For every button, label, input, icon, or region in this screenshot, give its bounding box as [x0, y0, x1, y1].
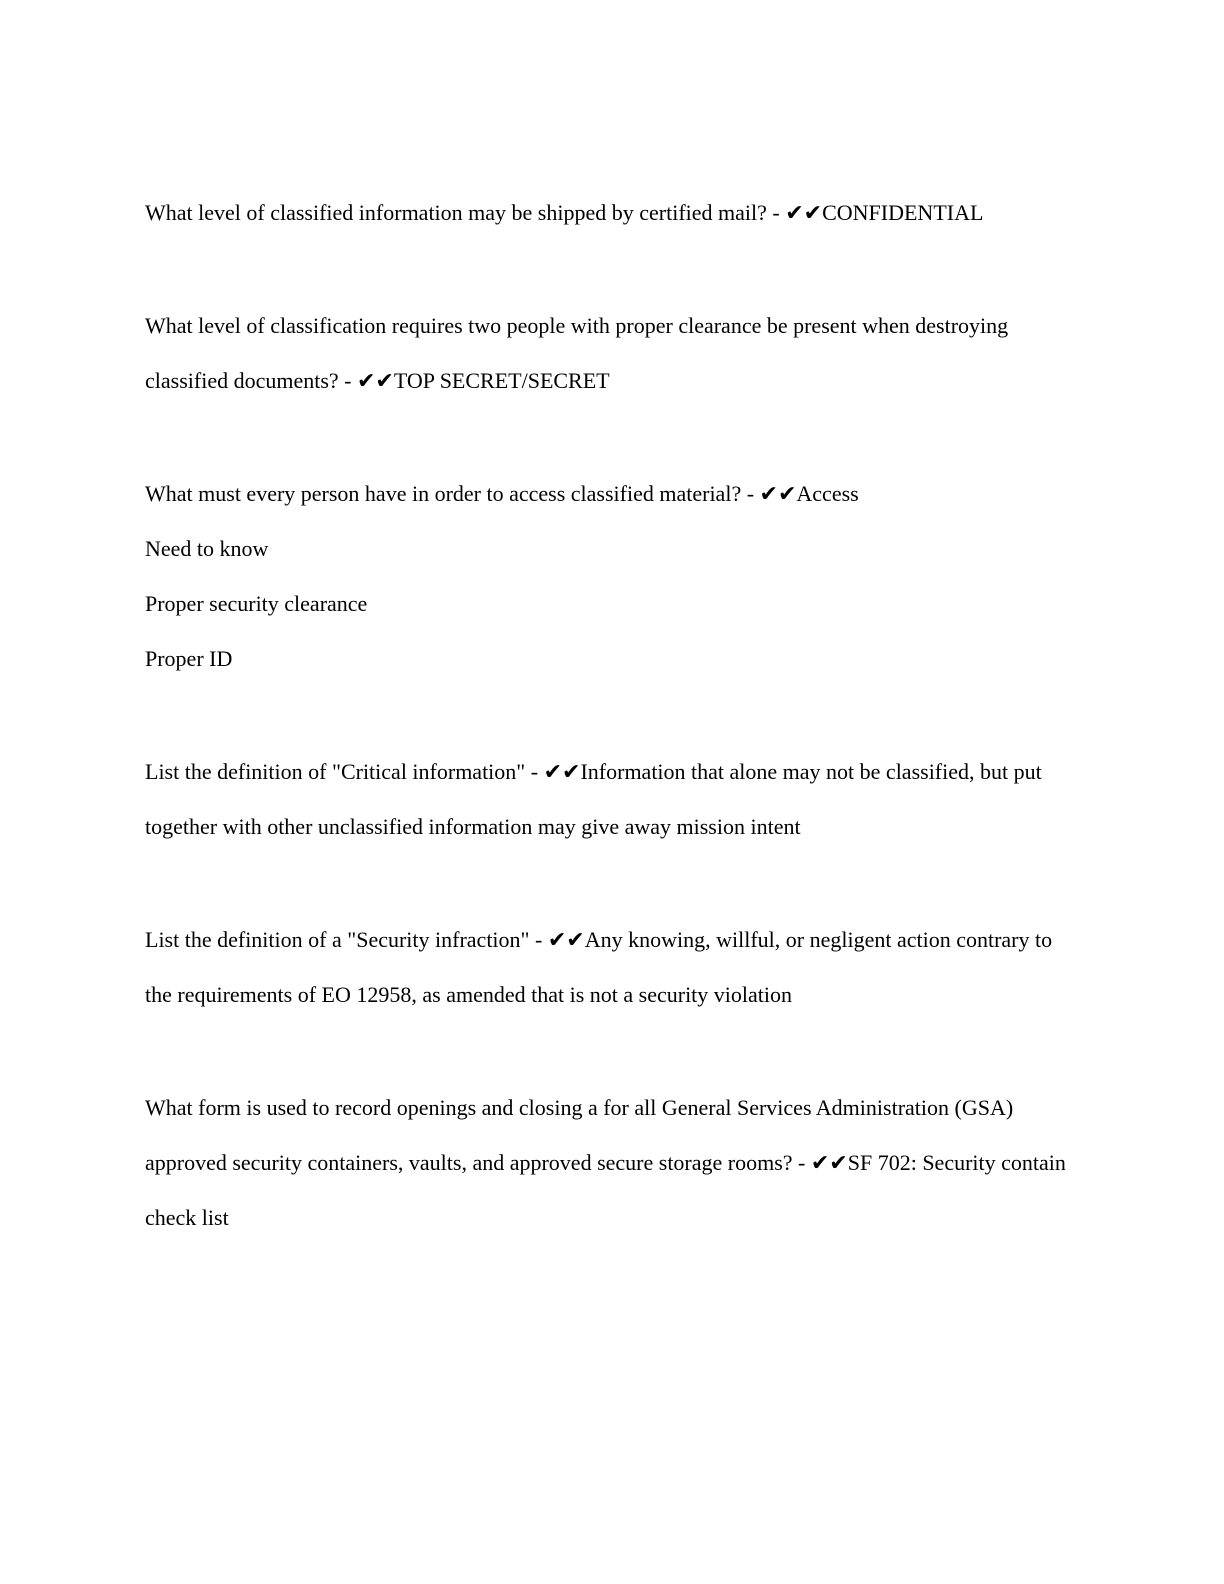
- qa-line: Proper ID: [145, 646, 233, 671]
- qa-block-two-people-destroy: [145, 298, 1080, 408]
- qa-line: List the definition of a "Security infraction" - ✔✔Any knowing, willful, or negligent action contrary to the requirements of EO 12958, as amended that is not a security violation: [145, 927, 1058, 1007]
- qa-line: Need to know: [145, 536, 269, 561]
- qa-block-sf702-form: [145, 1080, 1080, 1245]
- qa-line: List the definition of "Critical information" - ✔✔Information that alone may not be classified, but put together with other unclassified information may give away mission intent: [145, 759, 1048, 839]
- qa-line: What level of classified information may be shipped by certified mail? - ✔✔CONFIDENTIAL: [145, 200, 984, 225]
- qa-block-access-requirements: [145, 466, 1080, 686]
- qa-block-security-infraction: [145, 912, 1080, 1022]
- qa-line: What level of classification requires two people with proper clearance be present when destroying classified documents? - ✔✔TOP SECRET/SECRET: [145, 313, 1014, 393]
- qa-block-certified-mail: [145, 185, 1080, 240]
- qa-line: What form is used to record openings and closing a for all General Services Administration (GSA) approved security containers, vaults, and approved secure storage rooms? - ✔✔SF 702: Security contain check list: [145, 1095, 1072, 1230]
- qa-block-critical-information: [145, 744, 1080, 854]
- qa-line: What must every person have in order to access classified material? - ✔✔Access: [145, 481, 859, 506]
- qa-line: Proper security clearance: [145, 591, 368, 616]
